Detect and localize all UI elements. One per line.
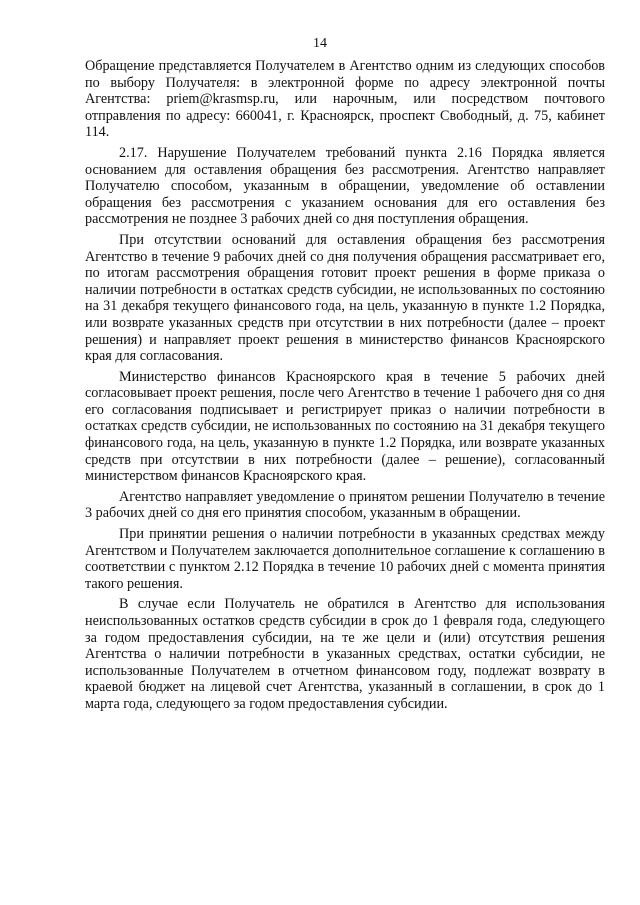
paragraph-submission-methods: Обращение представляется Получателем в Агентство одним из следующих способов по выбору Получателя: в электронной форме по адресу электронной почты Агентства: priem@krasmsp.ru, или нарочным, или посредством почтового отправления по адресу: 660041, г. Красноярск, проспект Свободный, д. 75, кабинет 114. xyxy=(85,58,605,141)
paragraph-additional-agreement: При принятии решения о наличии потребности в указанных средствах между Агентством и Получателем заключается дополнительное соглашение к соглашению в соответствии с пунктом 2.12 Порядка в течение 10 рабочих дней с момента принятия такого решения. xyxy=(85,526,605,592)
document-body xyxy=(85,58,605,713)
paragraph-refund: В случае если Получатель не обратился в Агентство для использования неиспользованных остатков средств субсидии в срок до 1 февраля года, следующего за годом предоставления субсидии, на те же цели и (или) отсутствия решения Агентства о наличии потребности в указанных средствах, остатки субсидии, не использованные Получателем в отчетном финансовом году, подлежат возврату в краевой бюджет на лицевой счет Агентства, указанный в соглашении, в срок до 1 марта года, следующего за годом предоставления субсидии. xyxy=(85,596,605,712)
paragraph-2-17: 2.17. Нарушение Получателем требований пункта 2.16 Порядка является основанием для оставления обращения без рассмотрения. Агентство направляет Получателю способом, указанным в обращении, уведомление об оставлении обращения без рассмотрения с указанием основания для его оставления без рассмотрения не позднее 3 рабочих дней со дня поступления обращения. xyxy=(85,144,605,228)
paragraph-notification: Агентство направляет уведомление о принятом решении Получателю в течение 3 рабочих дней со дня его принятия способом, указанным в обращении. xyxy=(85,488,605,522)
paragraph-ministry-approval: Министерство финансов Красноярского края в течение 5 рабочих дней согласовывает проект решения, после чего Агентство в течение 1 рабочего дня со дня его согласования подписывает и регистрирует приказ о наличии потребности в остатках средств субсидии, не использованных по состоянию на 31 декабря текущего финансового года, на цель, указанную в пункте 1.2 Порядка, или возврате указанных средств при отсутствии в них потребности (далее – решение), согласованный министерством финансов Красноярского края. xyxy=(85,368,605,485)
paragraph-draft-decision: При отсутствии оснований для оставления обращения без рассмотрения Агентство в течение 9 рабочих дней со дня получения обращения рассматривает его, по итогам рассмотрения обращения готовит проект решения в форме приказа о наличии потребности в остатках средств субсидии, не использованных по состоянию на 31 декабря текущего финансового года, на цель, указанную в пункте 1.2 Порядка, или возврате указанных средств при отсутствии в них потребности (далее – проект решения) и направляет проект решения в министерство финансов Красноярского края для согласования. xyxy=(85,231,605,365)
page-number: 14 xyxy=(313,36,327,51)
